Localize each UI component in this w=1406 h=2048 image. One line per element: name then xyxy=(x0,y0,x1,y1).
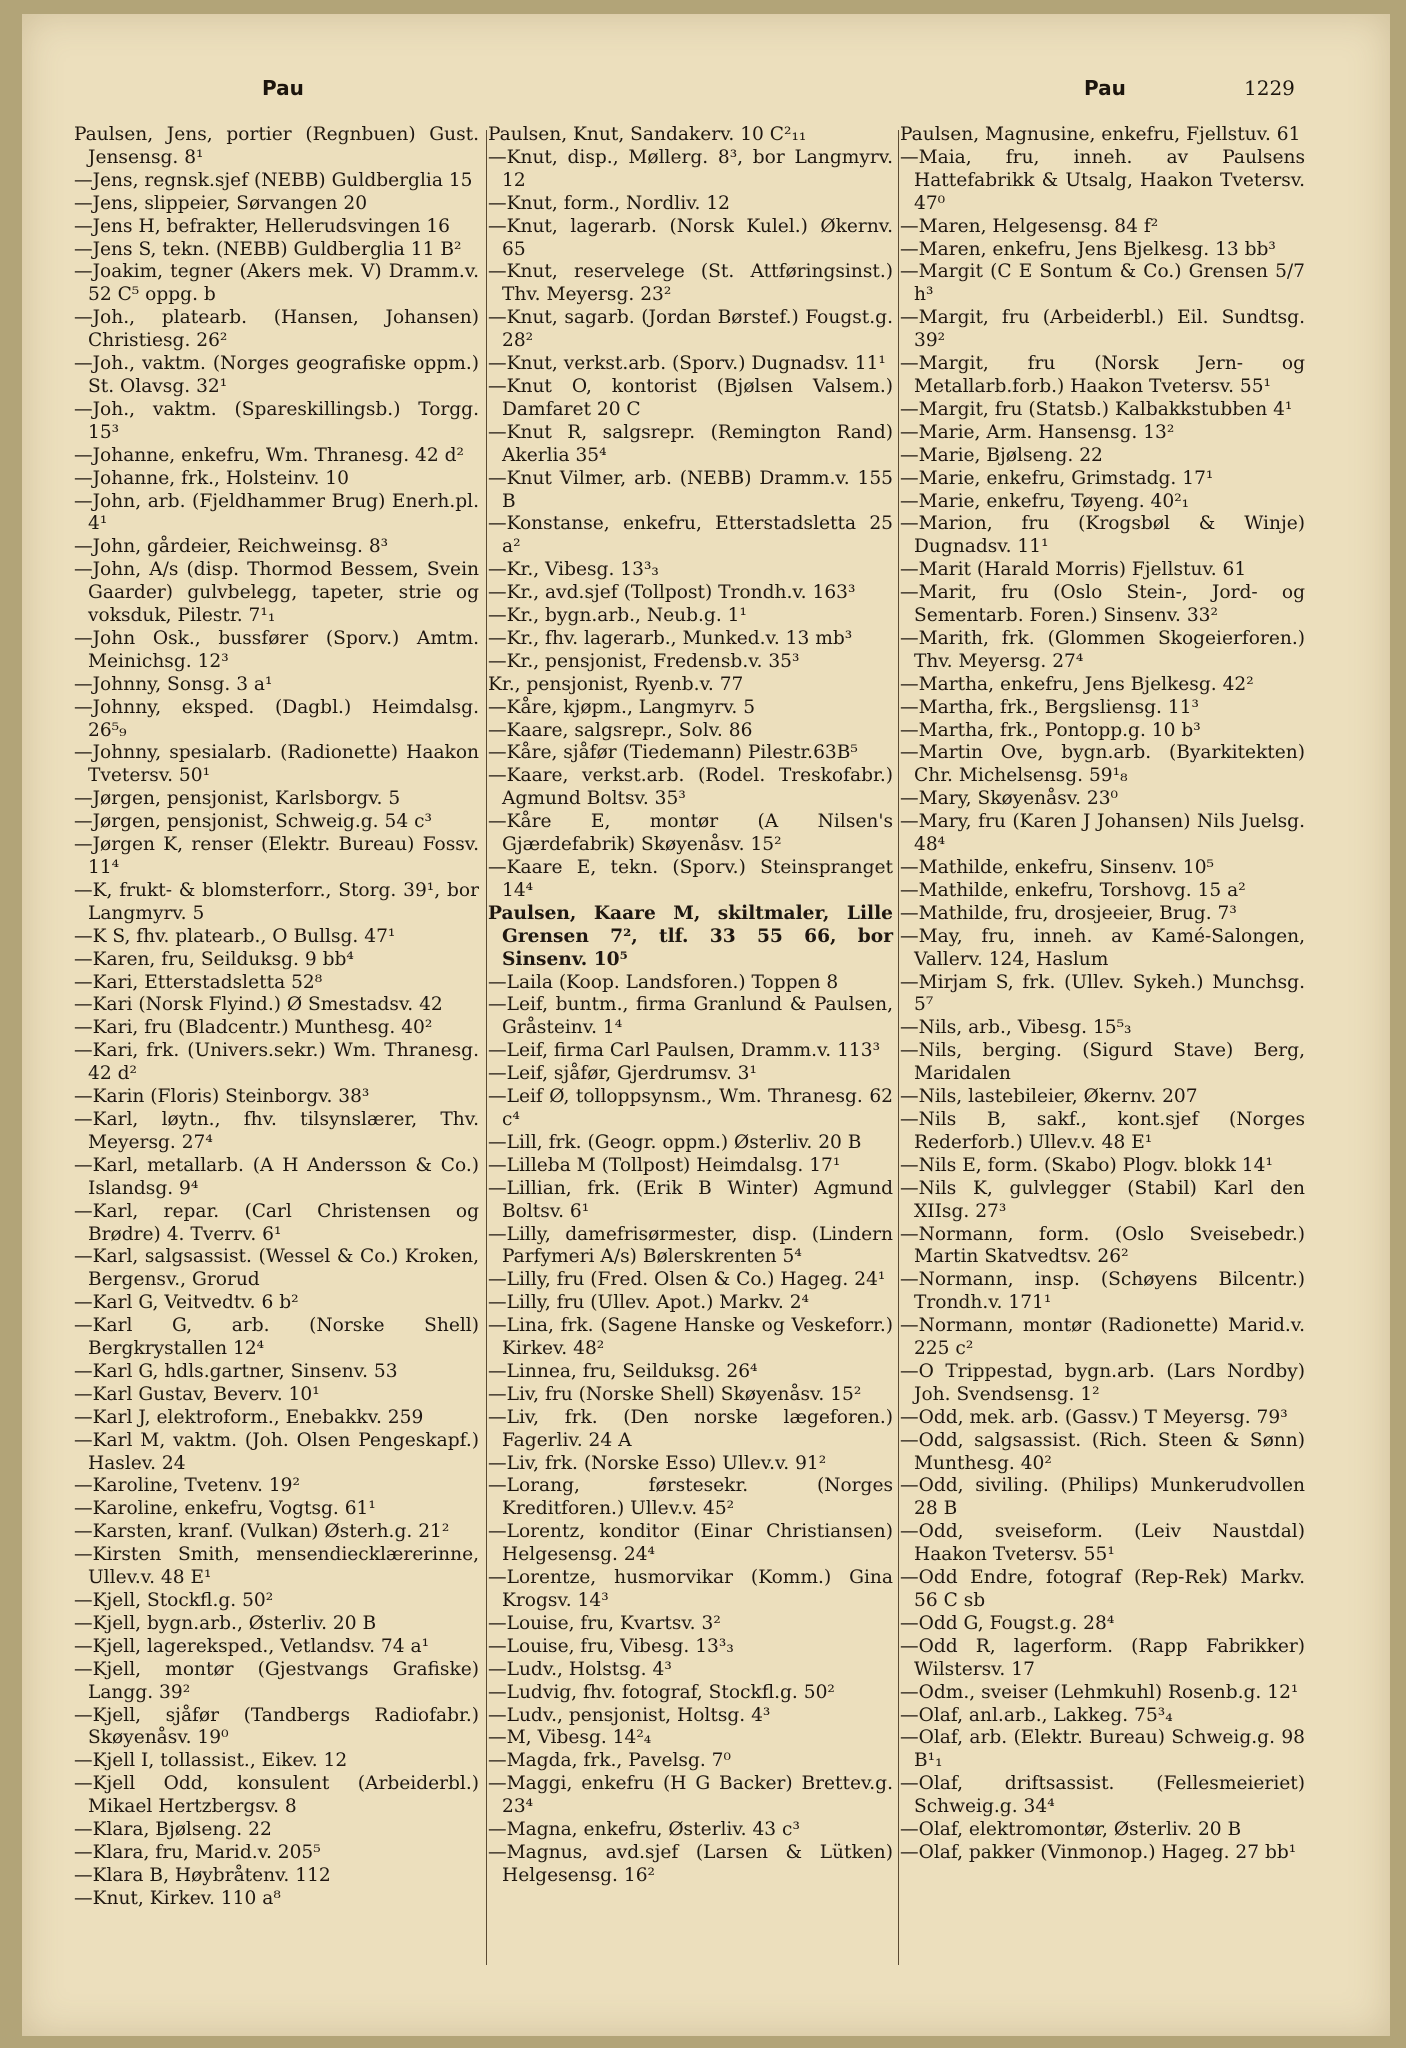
directory-entry: —Kåre, kjøpm., Langmyrv. 5 xyxy=(488,696,756,718)
directory-entry: —Johnny, Sonsg. 3 a¹ xyxy=(74,673,273,695)
directory-entry: Paulsen, Kaare M, skiltmaler, Lille Grensen 7², tlf. 33 55 66, bor Sinsenv. 10⁵ xyxy=(488,902,893,970)
directory-entry: —Kr., avd.sjef (Tollpost) Trondh.v. 163³ xyxy=(488,582,856,604)
directory-entry: —Marion, fru (Krogsbøl & Winje) Dugnadsv. 11¹ xyxy=(900,513,1305,558)
directory-entry: —Mirjam S, frk. (Ullev. Sykeh.) Munchsg. 5⁷ xyxy=(900,971,1305,1016)
directory-entry: —Kari, frk. (Univers.sekr.) Wm. Thranesg. 42 d² xyxy=(74,1040,479,1085)
directory-entry: —Marie, enkefru, Grimstadg. 17¹ xyxy=(900,467,1214,489)
directory-entry: —Jørgen, pensjonist, Schweig.g. 54 c³ xyxy=(74,811,432,833)
directory-entry: —Karl G, arb. (Norske Shell) Bergkrystallen 12⁴ xyxy=(74,1315,479,1360)
directory-entry: —Kr., bygn.arb., Neub.g. 1¹ xyxy=(488,605,747,627)
directory-entry: —Leif Ø, tolloppsynsm., Wm. Thranesg. 62 c⁴ xyxy=(488,1086,893,1130)
directory-entry: —Margit, fru (Norsk Jern- og Metallarb.forb.) Haakon Tvetersv. 55¹ xyxy=(900,353,1305,397)
directory-entry: —Odm., sveiser (Lehmkuhl) Rosenb.g. 12¹ xyxy=(900,1681,1299,1703)
directory-entry: —Lilly, damefrisørmester, disp. (Lindern Parfymeri A/s) Bølerskrenten 5⁴ xyxy=(488,1223,893,1268)
directory-entry: —Karl, repar. (Carl Christensen og Brødre) 4. Tverrv. 6¹ xyxy=(74,1200,479,1245)
directory-entry: —Klara, Bjølseng. 22 xyxy=(74,1819,272,1841)
directory-entry: —Liv, frk. (Norske Esso) Ullev.v. 91² xyxy=(488,1452,827,1474)
directory-entry: —Knut Vilmer, arb. (NEBB) Dramm.v. 155 B xyxy=(488,467,893,512)
directory-entry: —Konstanse, enkefru, Etterstadsletta 25 a² xyxy=(488,513,893,558)
directory-entry: —Joh., vaktm. (Norges geografiske oppm.) St. Olavsg. 32¹ xyxy=(74,353,479,397)
directory-entry: —Karl Gustav, Beverv. 10¹ xyxy=(74,1383,320,1405)
directory-entry: —Nils, lastebileier, Økernv. 207 xyxy=(900,1086,1198,1108)
directory-entry: —Karl, metallarb. (A H Andersson & Co.) Islandsg. 9⁴ xyxy=(74,1154,479,1199)
directory-entry: —Nils E, form. (Skabo) Plogv. blokk 14¹ xyxy=(900,1154,1273,1176)
directory-entry: —Odd G, Fougst.g. 28⁴ xyxy=(900,1612,1115,1634)
directory-entry: —Kjell, lagereksped., Vetlandsv. 74 a¹ xyxy=(74,1635,430,1657)
directory-entry: —Karsten, kranf. (Vulkan) Østerh.g. 21² xyxy=(74,1521,450,1543)
directory-entry: —Klara B, Høybråtenv. 112 xyxy=(74,1864,331,1886)
directory-page xyxy=(22,14,1390,2036)
directory-entry: —Marie, Arm. Hansensg. 13² xyxy=(900,421,1175,443)
directory-entry: —Mathilde, fru, drosjeeier, Brug. 7³ xyxy=(900,902,1237,924)
directory-entry: —Karl G, hdls.gartner, Sinsenv. 53 xyxy=(74,1360,398,1382)
directory-entry: —Kirsten Smith, mensendiecklærerinne, Ullev.v. 48 E¹ xyxy=(74,1544,479,1589)
directory-entry: —Kaare, verkst.arb. (Rodel. Treskofabr.) Agmund Boltsv. 35³ xyxy=(488,765,893,810)
directory-entry: —Kjell, montør (Gjestvangs Grafiske) Langg. 39² xyxy=(74,1658,479,1703)
directory-entry: —Knut, reservelege (St. Attføringsinst.) Thv. Meyersg. 23² xyxy=(488,261,893,306)
directory-entry: —K S, fhv. platearb., O Bullsg. 47¹ xyxy=(74,925,396,947)
directory-entry: —Ludv., Holstsg. 4³ xyxy=(488,1658,672,1680)
directory-entry: —Karl, løytn., fhv. tilsynslærer, Thv. Meyersg. 27⁴ xyxy=(74,1108,479,1153)
column-2 xyxy=(488,124,893,2004)
directory-entry: —Karen, fru, Seilduksg. 9 bb⁴ xyxy=(74,948,354,970)
directory-entry: —Karoline, Tvetenv. 19² xyxy=(74,1475,300,1497)
directory-entry: —Knut O, kontorist (Bjølsen Valsem.) Damfaret 20 C xyxy=(488,375,893,420)
directory-entry: —Kari (Norsk Flyind.) Ø Smestadsv. 42 xyxy=(74,994,443,1016)
directory-entry: —Olaf, elektromontør, Østerliv. 20 B xyxy=(900,1819,1242,1841)
directory-entry: —Lill, frk. (Geogr. oppm.) Østerliv. 20 B xyxy=(488,1131,862,1153)
directory-entry: —Odd, mek. arb. (Gassv.) T Meyersg. 79³ xyxy=(900,1406,1288,1428)
directory-entry: —Mathilde, enkefru, Torshovg. 15 a² xyxy=(900,879,1246,901)
running-head-right: Pau xyxy=(1084,76,1126,100)
directory-entry: —Jens, slippeier, Sørvangen 20 xyxy=(74,192,368,214)
directory-entry: —K, frukt- & blomsterforr., Storg. 39¹, bor Langmyrv. 5 xyxy=(74,879,479,924)
directory-entry: —John Osk., bussfører (Sporv.) Amtm. Meinichsg. 12³ xyxy=(74,627,479,672)
directory-entry: —Olaf, anl.arb., Lakkeg. 75³₄ xyxy=(900,1704,1173,1726)
directory-entry: —Margit, fru (Statsb.) Kalbakkstubben 4¹ xyxy=(900,398,1293,420)
directory-entry: —Margit (C E Sontum & Co.) Grensen 5/7 h³ xyxy=(900,261,1305,306)
directory-entry: —Maren, Helgesensg. 84 f² xyxy=(900,215,1159,237)
running-head-left: Pau xyxy=(262,76,304,100)
directory-entry: —Johnny, eksped. (Dagbl.) Heimdalsg. 26⁵₉ xyxy=(74,696,479,741)
directory-entry: —Johanne, frk., Holsteinv. 10 xyxy=(74,467,349,489)
directory-entry: —Ludvig, fhv. fotograf, Stockfl.g. 50² xyxy=(488,1681,835,1703)
directory-entry: —Jens S, tekn. (NEBB) Guldberglia 11 B² xyxy=(74,238,462,260)
directory-entry: —Kjell I, tollassist., Eikev. 12 xyxy=(74,1750,348,1772)
directory-entry: —Leif, buntm., firma Granlund & Paulsen, Gråsteinv. 1⁴ xyxy=(488,994,893,1039)
directory-entry: —Knut, lagerarb. (Norsk Kulel.) Økernv. 65 xyxy=(488,215,893,260)
directory-entry: —Margit, fru (Arbeiderbl.) Eil. Sundtsg. 39² xyxy=(900,307,1305,352)
column-3 xyxy=(900,124,1305,2004)
directory-entry: —Liv, fru (Norske Shell) Skøyenåsv. 15² xyxy=(488,1383,862,1405)
directory-entry: —Marie, enkefru, Tøyeng. 40²₁ xyxy=(900,490,1190,512)
directory-entry: —Knut, sagarb. (Jordan Børstef.) Fougst.g. 28² xyxy=(488,307,893,352)
directory-entry: —Jens, regnsk.sjef (NEBB) Guldberglia 15 xyxy=(74,169,473,191)
directory-entry: —Johnny, spesialarb. (Radionette) Haakon Tvetersv. 50¹ xyxy=(74,742,479,787)
column-divider xyxy=(486,130,487,1965)
directory-entry: —Marith, frk. (Glommen Skogeierforen.) Thv. Meyersg. 27⁴ xyxy=(900,627,1305,672)
directory-entry: —Kaare, salgsrepr., Solv. 86 xyxy=(488,719,753,741)
directory-entry: —Odd Endre, fotograf (Rep-Rek) Markv. 56 C sb xyxy=(900,1567,1305,1611)
directory-entry: —John, arb. (Fjeldhammer Brug) Enerh.pl. 4¹ xyxy=(74,490,479,535)
directory-entry: —Lina, frk. (Sagene Hanske og Veskeforr.) Kirkev. 48² xyxy=(488,1315,893,1360)
directory-entry: —Louise, fru, Kvartsv. 3² xyxy=(488,1612,721,1634)
directory-entry: —Karl G, Veitvedtv. 6 b² xyxy=(74,1292,299,1314)
directory-entry: —Nils, arb., Vibesg. 15⁵₃ xyxy=(900,1017,1132,1039)
directory-entry: —Jørgen, pensjonist, Karlsborgv. 5 xyxy=(74,788,401,810)
directory-entry: —Lorang, førstesekr. (Norges Kreditforen.) Ullev.v. 45² xyxy=(488,1475,893,1520)
directory-entry: —Olaf, arb. (Elektr. Bureau) Schweig.g. 98 B¹₁ xyxy=(900,1727,1305,1772)
directory-entry: —Liv, frk. (Den norske lægeforen.) Fagerliv. 24 A xyxy=(488,1406,893,1451)
directory-entry: —Kjell Odd, konsulent (Arbeiderbl.) Mikael Hertzbergsv. 8 xyxy=(74,1773,479,1818)
directory-entry: —Martha, frk., Bergsliensg. 11³ xyxy=(900,696,1199,718)
directory-entry: —Maia, fru, inneh. av Paulsens Hattefabrikk & Utsalg, Haakon Tvetersv. 47⁰ xyxy=(900,146,1305,214)
directory-entry: —Joh., platearb. (Hansen, Johansen) Christiesg. 26² xyxy=(74,307,479,352)
directory-entry: —Martin Ove, bygn.arb. (Byarkitekten) Chr. Michelsensg. 59¹₈ xyxy=(900,742,1305,787)
directory-entry: —Leif, firma Carl Paulsen, Dramm.v. 113³ xyxy=(488,1040,881,1062)
directory-entry: —Martha, enkefru, Jens Bjelkesg. 42² xyxy=(900,673,1254,695)
directory-entry: —Johanne, enkefru, Wm. Thranesg. 42 d² xyxy=(74,444,464,466)
directory-entry: —Maggi, enkefru (H G Backer) Brettev.g. 23⁴ xyxy=(488,1773,893,1818)
directory-entry: Paulsen, Jens, portier (Regnbuen) Gust. Jensensg. 8¹ xyxy=(74,124,479,168)
directory-entry: —Odd R, lagerform. (Rapp Fabrikker) Wilstersv. 17 xyxy=(900,1635,1305,1680)
directory-entry: —Lilleba M (Tollpost) Heimdalsg. 17¹ xyxy=(488,1154,841,1176)
directory-entry: —Klara, fru, Marid.v. 205⁵ xyxy=(74,1841,321,1863)
directory-entry: —Karl, salgsassist. (Wessel & Co.) Kroken, Bergensv., Grorud xyxy=(74,1246,479,1291)
directory-entry: —Olaf, driftsassist. (Fellesmeieriet) Schweig.g. 34⁴ xyxy=(900,1773,1305,1818)
directory-entry: —Laila (Koop. Landsforen.) Toppen 8 xyxy=(488,971,839,993)
directory-entry: —Kari, fru (Bladcentr.) Munthesg. 40² xyxy=(74,1017,433,1039)
directory-entry: —Joh., vaktm. (Spareskillingsb.) Torgg. 15³ xyxy=(74,398,479,443)
directory-entry: —Kr., Vibesg. 13³₃ xyxy=(488,559,659,581)
directory-entry: —Leif, sjåfør, Gjerdrumsv. 3¹ xyxy=(488,1063,757,1085)
directory-entry: —John, gårdeier, Reichweinsg. 8³ xyxy=(74,536,389,558)
directory-entry: —Odd, siviling. (Philips) Munkerudvollen 28 B xyxy=(900,1475,1305,1520)
directory-entry: —Kr., pensjonist, Fredensb.v. 35³ xyxy=(488,650,800,672)
directory-entry: —Magda, frk., Pavelsg. 7⁰ xyxy=(488,1750,731,1772)
directory-entry: —Louise, fru, Vibesg. 13³₃ xyxy=(488,1635,734,1657)
directory-entry: —Ludv., pensjonist, Holtsg. 4³ xyxy=(488,1704,771,1726)
directory-entry: —Nils K, gulvlegger (Stabil) Karl den XIIsg. 27³ xyxy=(900,1177,1305,1222)
directory-entry: —Jørgen K, renser (Elektr. Bureau) Fossv. 11⁴ xyxy=(74,834,479,878)
directory-entry: —M, Vibesg. 14²₄ xyxy=(488,1727,652,1749)
directory-entry: —Lilly, fru (Ullev. Apot.) Markv. 2⁴ xyxy=(488,1292,809,1314)
directory-entry: —Lorentz, konditor (Einar Christiansen) Helgesensg. 24⁴ xyxy=(488,1521,893,1566)
directory-entry: —Karl M, vaktm. (Joh. Olsen Pengeskapf.) Haslev. 24 xyxy=(74,1429,479,1474)
directory-entry: —Jens H, befrakter, Hellerudsvingen 16 xyxy=(74,215,450,237)
directory-entry: —Mary, Skøyenåsv. 23⁰ xyxy=(900,788,1119,810)
directory-entry: —Linnea, fru, Seilduksg. 26⁴ xyxy=(488,1360,758,1382)
directory-entry: Paulsen, Knut, Sandakerv. 10 C²₁₁ xyxy=(488,124,807,145)
directory-entry: —Odd, sveiseform. (Leiv Naustdal) Haakon Tvetersv. 55¹ xyxy=(900,1521,1305,1566)
directory-entry: —Kåre E, montør (A Nilsen's Gjærdefabrik) Skøyenåsv. 15² xyxy=(488,811,893,856)
directory-entry: —Kåre, sjåfør (Tiedemann) Pilestr.63B⁵ xyxy=(488,742,858,764)
directory-entry: —Marit (Harald Morris) Fjellstuv. 61 xyxy=(900,559,1247,581)
directory-entry: —Joakim, tegner (Akers mek. V) Dramm.v. 52 C⁵ oppg. b xyxy=(74,261,479,306)
directory-entry: —Olaf, pakker (Vinmonop.) Hageg. 27 bb¹ xyxy=(900,1841,1297,1863)
directory-entry: —Kjell, Stockfl.g. 50² xyxy=(74,1590,274,1611)
directory-entry: —Knut, Kirkev. 110 a⁸ xyxy=(74,1887,281,1909)
directory-entry: —Martha, frk., Pontopp.g. 10 b³ xyxy=(900,719,1201,741)
directory-entry: —Lorentze, husmorvikar (Komm.) Gina Krogsv. 14³ xyxy=(488,1567,893,1611)
directory-entry: —Mary, fru (Karen J Johansen) Nils Juelsg. 48⁴ xyxy=(900,811,1305,856)
directory-entry: —Marie, Bjølseng. 22 xyxy=(900,444,1103,466)
directory-entry: —John, A/s (disp. Thormod Bessem, Svein Gaarder) gulvbelegg, tapeter, strie og voksduk, Pilestr. 7¹₁ xyxy=(74,559,479,627)
directory-entry: —Knut, verkst.arb. (Sporv.) Dugnadsv. 11¹ xyxy=(488,353,886,375)
directory-entry: —Karoline, enkefru, Vogtsg. 61¹ xyxy=(74,1498,376,1520)
column-divider xyxy=(898,130,899,1965)
directory-entry: —Normann, insp. (Schøyens Bilcentr.) Trondh.v. 171¹ xyxy=(900,1269,1305,1314)
directory-entry: Paulsen, Magnusine, enkefru, Fjellstuv. 61 xyxy=(900,124,1301,145)
directory-entry: —Nils, berging. (Sigurd Stave) Berg, Maridalen xyxy=(900,1040,1305,1085)
directory-entry: —Kari, Etterstadsletta 52⁸ xyxy=(74,971,323,993)
directory-entry: —Odd, salgsassist. (Rich. Steen & Sønn) Munthesg. 40² xyxy=(900,1429,1305,1474)
directory-entry: —Knut, form., Nordliv. 12 xyxy=(488,192,730,214)
directory-entry: —Karl J, elektroform., Enebakkv. 259 xyxy=(74,1406,424,1428)
directory-entry: —Magnus, avd.sjef (Larsen & Lütken) Helgesensg. 16² xyxy=(488,1841,893,1886)
directory-entry: —Kr., fhv. lagerarb., Munked.v. 13 mb³ xyxy=(488,627,853,649)
page-number: 1229 xyxy=(1244,76,1295,100)
directory-entry: —Knut, disp., Møllerg. 8³, bor Langmyrv. 12 xyxy=(488,146,893,191)
directory-entry: —Mathilde, enkefru, Sinsenv. 10⁵ xyxy=(900,857,1215,878)
directory-entry: —Maren, enkefru, Jens Bjelkesg. 13 bb³ xyxy=(900,238,1276,260)
directory-entry: —Lilly, fru (Fred. Olsen & Co.) Hageg. 24¹ xyxy=(488,1269,886,1291)
directory-entry: —Kjell, bygn.arb., Østerliv. 20 B xyxy=(74,1612,377,1634)
directory-entry: —Marit, fru (Oslo Stein-, Jord- og Sementarb. Foren.) Sinsenv. 33² xyxy=(900,582,1305,627)
column-1 xyxy=(74,124,479,2004)
directory-entry: —Karin (Floris) Steinborgv. 38³ xyxy=(74,1086,370,1108)
directory-entry: —Kaare E, tekn. (Sporv.) Steinspranget 14⁴ xyxy=(488,857,893,901)
directory-entry: —May, fru, inneh. av Kamé-Salongen, Vallerv. 124, Haslum xyxy=(900,925,1305,970)
directory-entry: —O Trippestad, bygn.arb. (Lars Nordby) Joh. Svendsensg. 1² xyxy=(900,1360,1305,1405)
directory-entry: —Nils B, sakf., kont.sjef (Norges Rederforb.) Ullev.v. 48 E¹ xyxy=(900,1108,1305,1153)
directory-entry: —Kjell, sjåfør (Tandbergs Radiofabr.) Skøyenåsv. 19⁰ xyxy=(74,1704,479,1749)
directory-entry: —Normann, form. (Oslo Sveisebedr.) Martin Skatvedtsv. 26² xyxy=(900,1223,1305,1268)
directory-entry: —Lillian, frk. (Erik B Winter) Agmund Boltsv. 6¹ xyxy=(488,1177,893,1222)
directory-entry: —Normann, montør (Radionette) Marid.v. 225 c² xyxy=(900,1315,1305,1360)
directory-entry: Kr., pensjonist, Ryenb.v. 77 xyxy=(488,673,744,695)
directory-entry: —Magna, enkefru, Østerliv. 43 c³ xyxy=(488,1819,800,1841)
directory-entry: —Knut R, salgsrepr. (Remington Rand) Akerlia 35⁴ xyxy=(488,421,893,466)
